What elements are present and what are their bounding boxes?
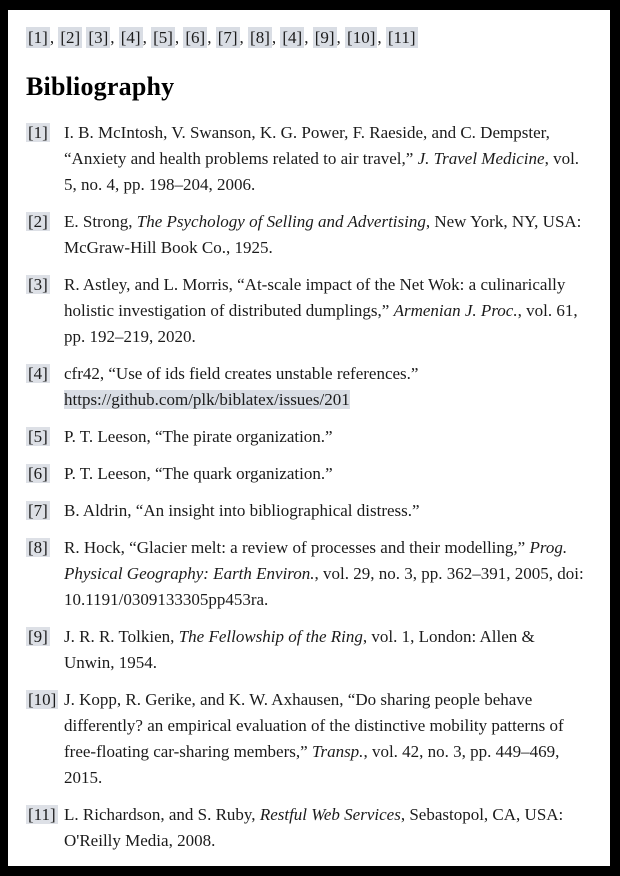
citation-separator: , [239, 28, 249, 47]
document-page [8, 10, 610, 866]
bib-entry-label-cell [26, 209, 64, 261]
citation-separator: , [207, 28, 216, 47]
bib-entry-text [64, 624, 588, 676]
bib-entry-label[interactable]: [8] [28, 538, 48, 557]
bib-entry-text-segment: , vol. 42, no. 3, pp. 449–469, 2015. [64, 742, 560, 787]
bib-entry-label-cell [26, 461, 64, 487]
bib-entry-label[interactable]: [3] [28, 275, 48, 294]
bib-entry-text-segment: R. Astley, and L. Morris, “At-scale impact of the Net Wok: a culinarically holistic investigation of distributed dumplings,” [64, 275, 566, 320]
bib-entry-text-segment: E. Strong, [64, 212, 137, 231]
bibliography-entry [26, 424, 588, 450]
bib-entry-text-segment: P. T. Leeson, “The pirate organization.” [64, 427, 333, 446]
citation-link[interactable]: [8] [250, 28, 270, 47]
bibliography-entry [26, 209, 588, 261]
bib-entry-label-cell [26, 535, 64, 613]
citation-separator: , [304, 28, 313, 47]
bib-entry-label-cell [26, 424, 64, 450]
citation-link[interactable]: [3] [88, 28, 109, 47]
bib-entry-text [64, 535, 588, 613]
bibliography-entry [26, 535, 588, 613]
bib-entry-text-segment: , New York, NY, USA: McGraw-Hill Book Co., 1925. [64, 212, 582, 257]
bib-entry-text-segment: L. Richardson, and S. Ruby, [64, 805, 260, 824]
citation-separator: , [174, 28, 184, 47]
bib-entry-text [64, 461, 588, 487]
bib-entry-text-segment: , Sebastopol, CA, USA: O'Reilly Media, 2008. [64, 805, 564, 850]
bib-entry-label[interactable]: [1] [28, 123, 48, 142]
bib-entry-label-cell [26, 624, 64, 676]
bib-entry-text-segment: J. Kopp, R. Gerike, and K. W. Axhausen, “Do sharing people behave differently? an empirical evaluation of the distinctive mobility patterns of free-floating car-sharing members,” [64, 690, 564, 761]
bib-entry-text-segment: B. Aldrin, “An insight into bibliographical distress.” [64, 501, 420, 520]
bib-entry-label[interactable]: [10] [28, 690, 57, 709]
bibliography-entry [26, 120, 588, 198]
bib-entry-text-segment: P. T. Leeson, “The quark organization.” [64, 464, 333, 483]
bib-entry-label-cell [26, 361, 64, 413]
bib-entry-text-segment: Armenian J. Proc. [393, 301, 518, 320]
bibliography-entry [26, 461, 588, 487]
bib-entry-text-segment: cfr42, “Use of ids field creates unstable references.” [64, 364, 419, 383]
citation-separator: , [49, 28, 59, 47]
citation-link[interactable]: [7] [217, 28, 238, 47]
url-link[interactable]: https://github.com/plk/biblatex/issues/201 [64, 390, 350, 409]
citation-separator: , [271, 28, 281, 47]
bib-entry-label[interactable]: [4] [28, 364, 48, 383]
bib-entry-text-segment: Prog. Physical Geography: Earth Environ. [64, 538, 568, 583]
bib-entry-text-segment: I. B. McIntosh, V. Swanson, K. G. Power, F. Raeside, and C. Dempster, “Anxiety and health problems related to air travel,” [64, 123, 550, 168]
bibliography-list [26, 120, 588, 854]
bib-entry-text [64, 272, 588, 350]
bib-entry-text-segment: , vol. 5, no. 4, pp. 198–204, 2006. [64, 149, 580, 194]
bib-entry-text [64, 209, 588, 261]
bib-entry-label-cell [26, 498, 64, 524]
citation-separator: , [110, 28, 119, 47]
bib-entry-text-segment: , vol. 29, no. 3, pp. 362–391, 2005, doi: 10.1191/0309133305pp453ra. [64, 564, 584, 609]
citation-link[interactable]: [11] [387, 28, 416, 47]
citation-separator: , [336, 28, 346, 47]
bib-entry-text-segment: The Fellowship of the Ring [178, 627, 363, 646]
bibliography-entry [26, 802, 588, 854]
bib-entry-text-segment: The Psychology of Selling and Advertising [136, 212, 426, 231]
citation-link[interactable]: [5] [153, 28, 173, 47]
citation-link[interactable]: [4] [282, 28, 303, 47]
bib-entry-label[interactable]: [11] [28, 805, 56, 824]
bib-entry-label-cell [26, 272, 64, 350]
bibliography-entry [26, 361, 588, 413]
bib-entry-label-cell [26, 687, 64, 791]
bib-entry-text [64, 424, 588, 450]
citation-link[interactable]: [9] [314, 28, 335, 47]
citation-references-line [26, 26, 588, 49]
bib-entry-text [64, 802, 588, 854]
bib-entry-label-cell [26, 120, 64, 198]
bib-entry-text [64, 361, 588, 413]
citation-separator: , [142, 28, 152, 47]
bib-entry-text [64, 120, 588, 198]
bibliography-entry [26, 498, 588, 524]
bib-entry-text-segment: , vol. 61, pp. 192–219, 2020. [64, 301, 578, 346]
bib-entry-text [64, 687, 588, 791]
citation-separator: , [377, 28, 386, 47]
bibliography-entry [26, 624, 588, 676]
bib-entry-text-segment: Transp. [311, 742, 364, 761]
bib-entry-text [64, 498, 588, 524]
bibliography-entry [26, 687, 588, 791]
bib-entry-text-segment: J. R. R. Tolkien, [64, 627, 179, 646]
bibliography-heading: Bibliography [26, 72, 175, 101]
bib-entry-text-segment: , vol. 1, London: Allen & Unwin, 1954. [64, 627, 535, 672]
citation-link[interactable]: [2] [60, 28, 81, 47]
bib-entry-label[interactable]: [9] [28, 627, 48, 646]
bib-entry-label[interactable]: [5] [28, 427, 48, 446]
bibliography-entry [26, 272, 588, 350]
citation-link[interactable]: [4] [120, 28, 141, 47]
citation-link[interactable]: [1] [28, 28, 48, 47]
bib-entry-text-segment: J. Travel Medicine [417, 149, 545, 168]
bib-entry-label[interactable]: [7] [28, 501, 48, 520]
bib-entry-text-segment: R. Hock, “Glacier melt: a review of processes and their modelling,” [64, 538, 530, 557]
bib-entry-label[interactable]: [2] [28, 212, 48, 231]
citation-link[interactable]: [10] [347, 28, 376, 47]
bib-entry-text-segment: Restful Web Services [259, 805, 401, 824]
citation-link[interactable]: [6] [185, 28, 206, 47]
bib-entry-label-cell [26, 802, 64, 854]
bib-entry-label[interactable]: [6] [28, 464, 48, 483]
